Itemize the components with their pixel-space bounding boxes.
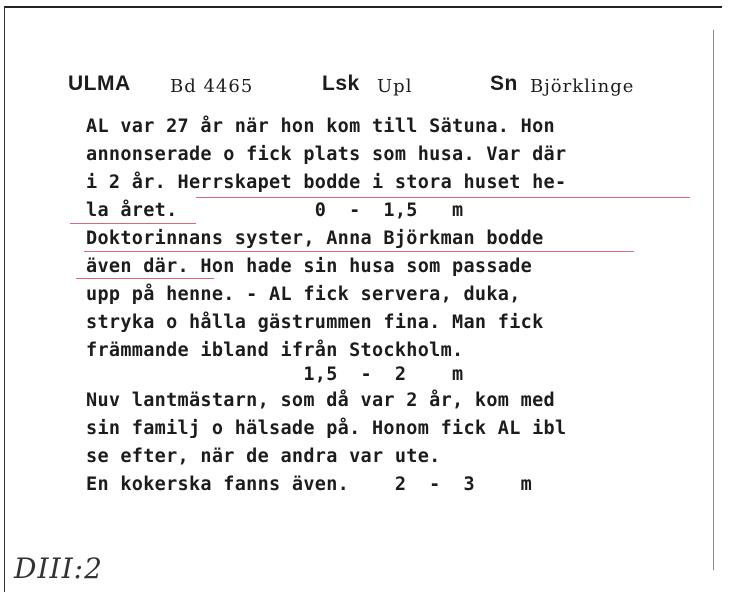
- card-header: [0, 70, 731, 104]
- text-line-10: 1,5 - 2 m: [86, 364, 464, 385]
- lsk-value: Upl: [377, 76, 413, 97]
- text-line-14: En kokerska fanns även. 2 - 3 m: [86, 474, 533, 495]
- text-line-2: annonserade o fick plats som husa. Var där: [86, 144, 567, 165]
- text-line-7: upp på henne. - AL fick servera, duka,: [86, 284, 521, 305]
- text-line-3: i 2 år. Herrskapet bodde i stora huset he-: [86, 172, 567, 193]
- text-line-9: främmande ibland ifrån Stockholm.: [86, 340, 464, 361]
- text-line-13: se efter, när de andra var ute.: [86, 446, 441, 467]
- underline-herrskapet: [196, 197, 690, 198]
- text-line-6: även där. Hon hade sin husa som passade: [86, 256, 533, 277]
- text-line-11: Nuv lantmästarn, som då var 2 år, kom med: [86, 390, 555, 411]
- ulma-label: ULMA: [68, 72, 131, 95]
- text-line-5: Doktorinnans syster, Anna Björkman bodde: [86, 228, 544, 249]
- ulma-value: Bd 4465: [170, 76, 254, 97]
- card-right-edge: [713, 30, 714, 570]
- sn-label: Sn: [490, 72, 518, 95]
- text-line-4: la året. 0 - 1,5 m: [86, 200, 464, 221]
- text-line-8: stryka o hålla gästrummen fina. Man fick: [86, 312, 544, 333]
- underline-doktorinnans: [84, 251, 634, 252]
- lsk-label: Lsk: [322, 72, 360, 95]
- sn-value: Björklinge: [530, 76, 635, 97]
- text-line-12: sin familj o hälsade på. Honom fick AL ibl: [86, 418, 567, 439]
- underline-la-aret: [70, 223, 196, 224]
- text-line-1: AL var 27 år när hon kom till Sätuna. Hon: [86, 116, 555, 137]
- margin-note: DIII:2: [14, 552, 103, 585]
- underline-aven-dar: [76, 278, 214, 279]
